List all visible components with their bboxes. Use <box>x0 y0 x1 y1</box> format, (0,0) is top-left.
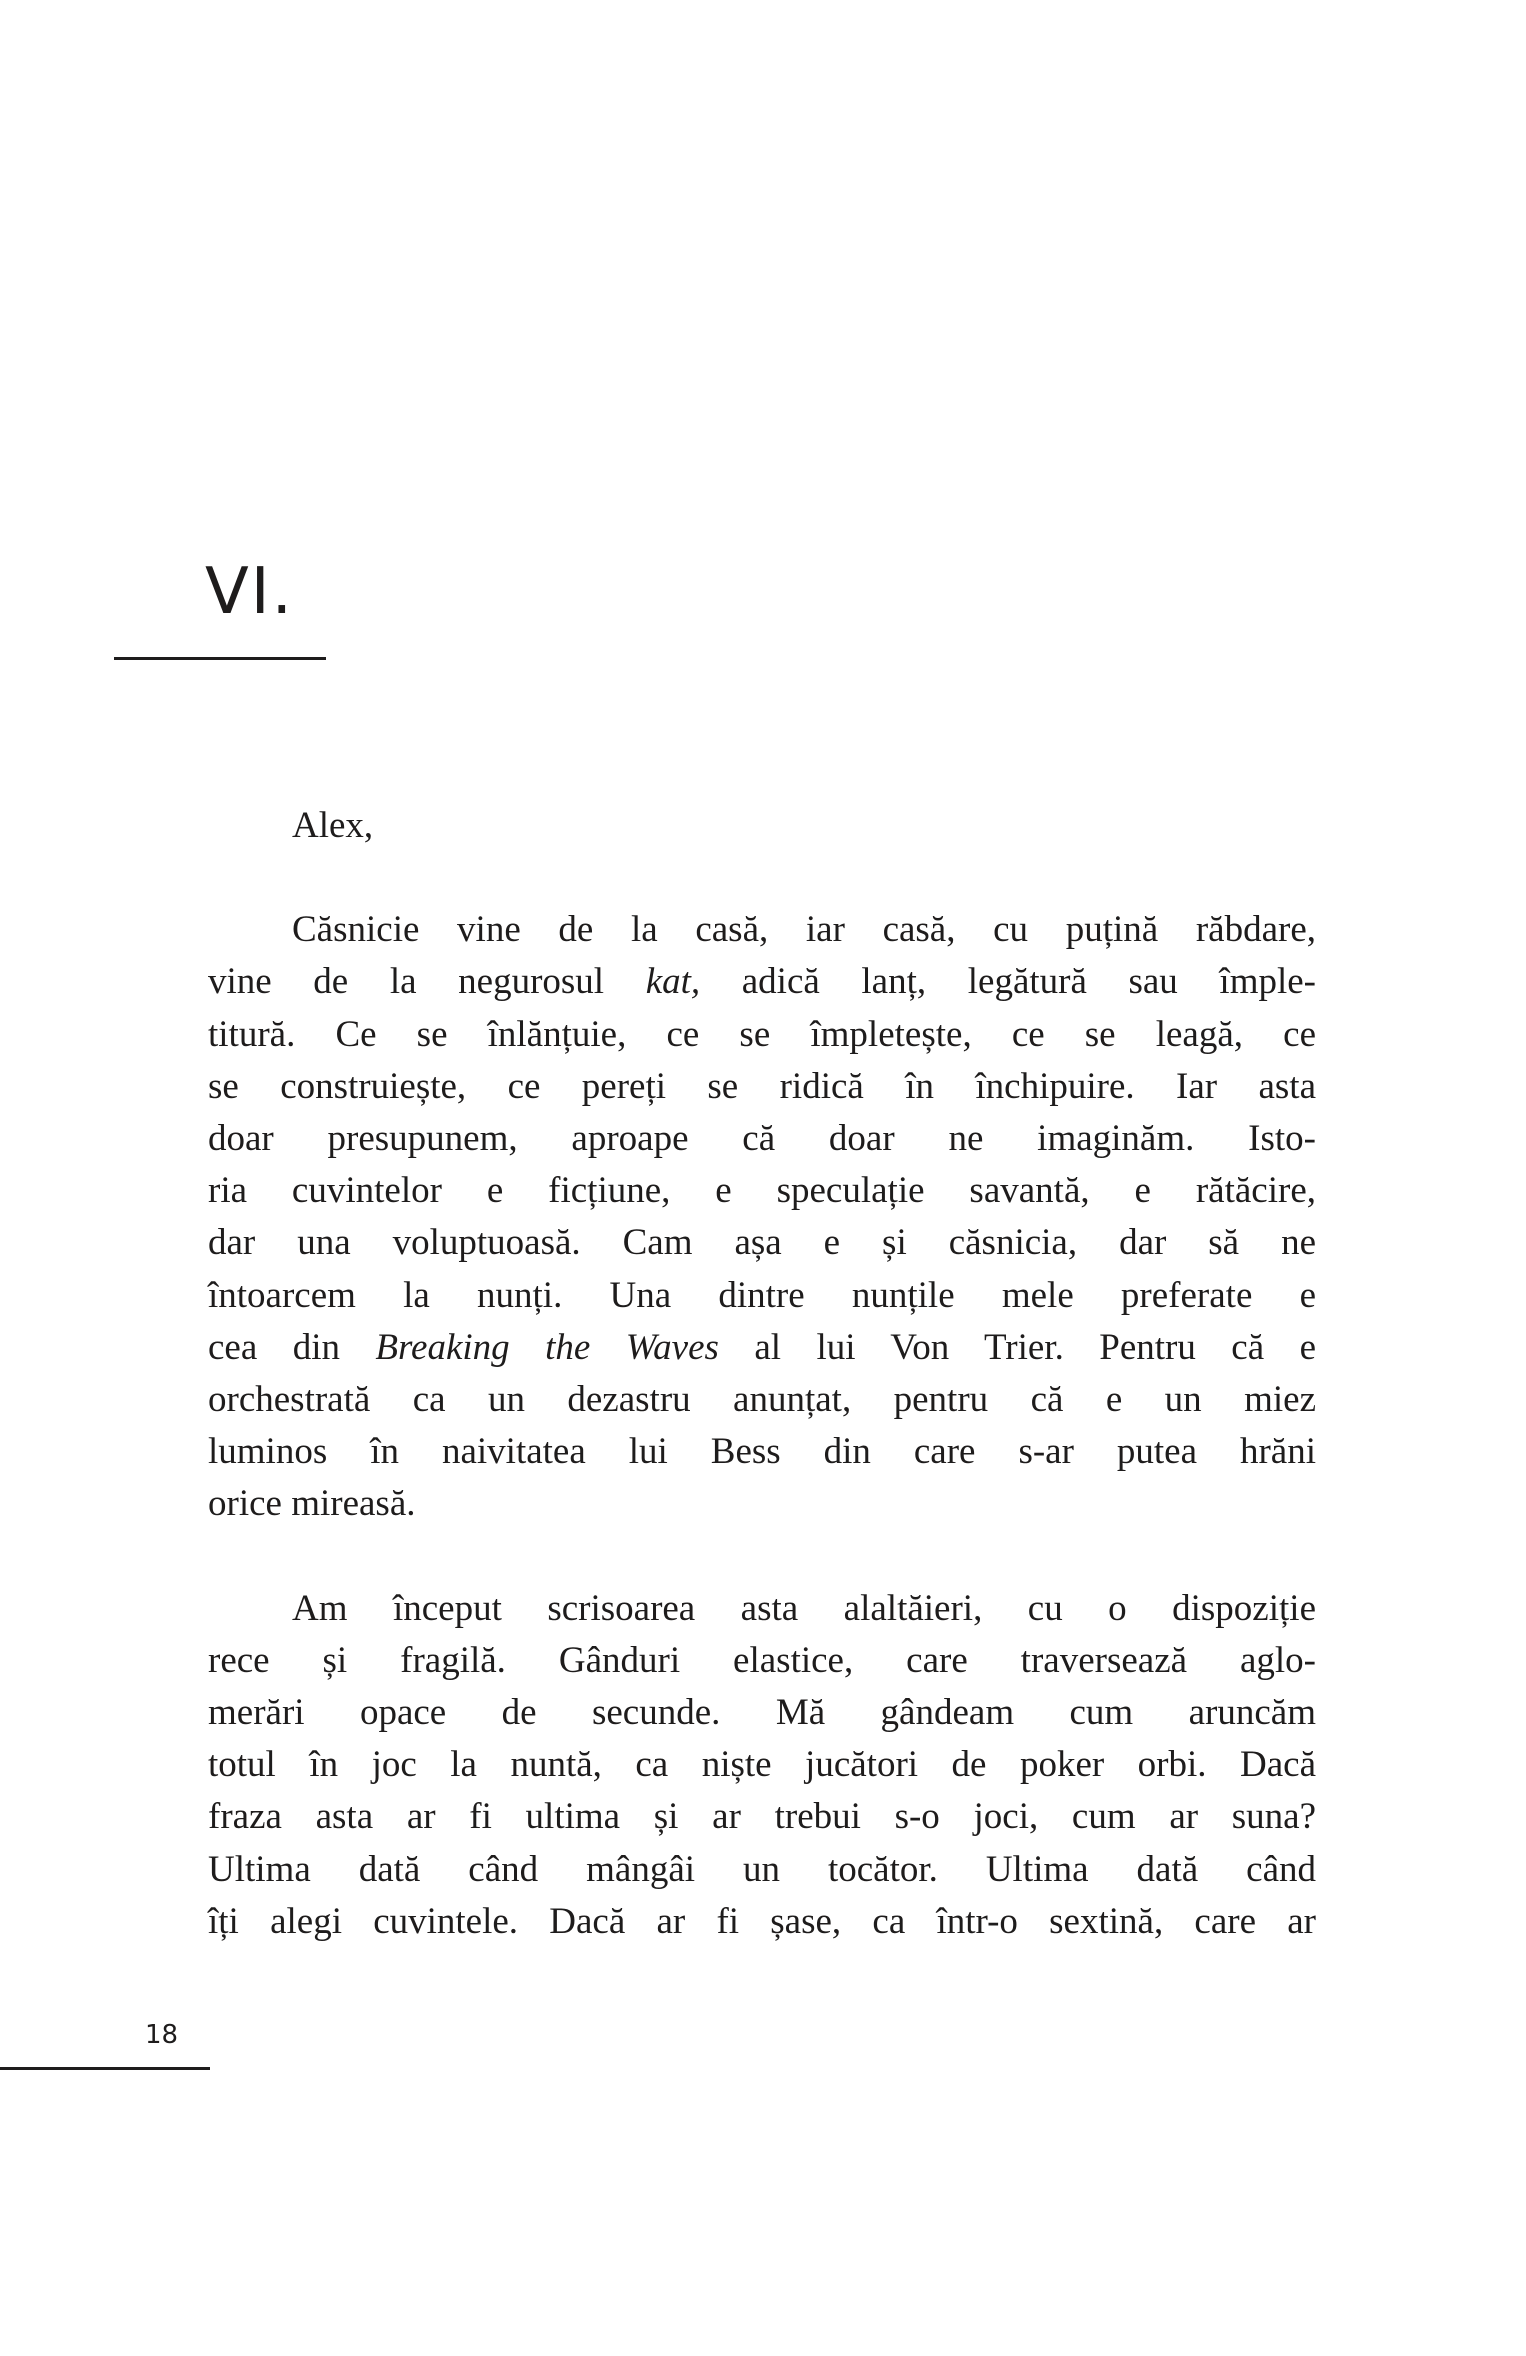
text-segment: orchestrată ca un dezastru anunțat, pentru că e un miez <box>208 1379 1316 1421</box>
paragraphs <box>208 904 1316 1948</box>
text-line <box>208 1374 1316 1426</box>
salutation: Alex, <box>292 805 374 846</box>
text-line <box>208 1061 1316 1113</box>
text-line <box>208 1844 1316 1896</box>
text-line <box>208 1009 1316 1061</box>
text-line <box>208 1583 1316 1635</box>
chapter-divider <box>114 657 326 660</box>
italic-title: Breaking the Waves <box>375 1326 719 1368</box>
text-line <box>208 1791 1316 1843</box>
text-segment: al lui Von Trier. Pentru că e <box>718 1326 1316 1368</box>
text-segment: Căsnicie vine de la casă, iar casă, cu puțină răbdare, <box>292 909 1316 951</box>
text-segment: ria cuvintelor e ficțiune, e speculație savantă, e rătăcire, <box>208 1170 1316 1212</box>
paragraph <box>208 1583 1316 1948</box>
text-line <box>208 1322 1316 1374</box>
text-line <box>208 1739 1316 1791</box>
text-segment: doar presupunem, aproape că doar ne imaginăm. Isto- <box>208 1118 1316 1160</box>
text-line <box>208 1270 1316 1322</box>
text-line <box>208 1896 1316 1948</box>
text-segment: merări opace de secunde. Mă gândeam cum aruncăm <box>208 1692 1316 1734</box>
text-segment: rece și fragilă. Gânduri elastice, care traversează aglo- <box>208 1639 1316 1681</box>
footer-divider <box>0 2067 210 2070</box>
text-line <box>208 1635 1316 1687</box>
text-segment: cea din <box>208 1326 376 1368</box>
text-segment: se construiește, ce pereți se ridică în închipuire. Iar asta <box>208 1065 1316 1107</box>
text-segment: vine de la negurosul <box>208 961 646 1003</box>
text-segment: dar una voluptuoasă. Cam așa e și căsnicia, dar să ne <box>208 1222 1316 1264</box>
letter-body <box>208 800 1316 2000</box>
italic-title: kat, <box>645 961 701 1003</box>
text-segment: întoarcem la nunți. Una dintre nunțile mele preferate e <box>208 1274 1316 1316</box>
chapter-number: VI. <box>205 555 294 629</box>
text-line <box>208 1113 1316 1165</box>
text-line <box>208 1426 1316 1478</box>
text-segment: luminos în naivitatea lui Bess din care s-ar putea hrăni <box>208 1431 1316 1473</box>
text-line <box>208 1165 1316 1217</box>
text-segment: adică lanț, legătură sau împle- <box>700 961 1317 1003</box>
text-line <box>208 1217 1316 1269</box>
text-line <box>208 1687 1316 1739</box>
text-line <box>208 904 1316 956</box>
text-line <box>208 1478 1316 1530</box>
page-number: 18 <box>145 2020 179 2050</box>
paragraph <box>208 904 1316 1530</box>
text-segment: titură. Ce se înlănțuie, ce se împletește, ce se leagă, ce <box>208 1013 1316 1055</box>
text-segment: Am început scrisoarea asta alaltăieri, cu o dispoziție <box>292 1587 1316 1629</box>
text-segment: totul în joc la nuntă, ca niște jucători de poker orbi. Dacă <box>208 1744 1316 1786</box>
text-segment: Ultima dată când mângâi un tocător. Ultima dată când <box>208 1848 1316 1890</box>
text-line <box>208 956 1316 1008</box>
text-segment: îți alegi cuvintele. Dacă ar fi șase, ca într-o sextină, care ar <box>208 1900 1316 1942</box>
text-segment: orice mireasă. <box>208 1483 416 1525</box>
text-segment: fraza asta ar fi ultima și ar trebui s-o joci, cum ar suna? <box>208 1796 1316 1838</box>
